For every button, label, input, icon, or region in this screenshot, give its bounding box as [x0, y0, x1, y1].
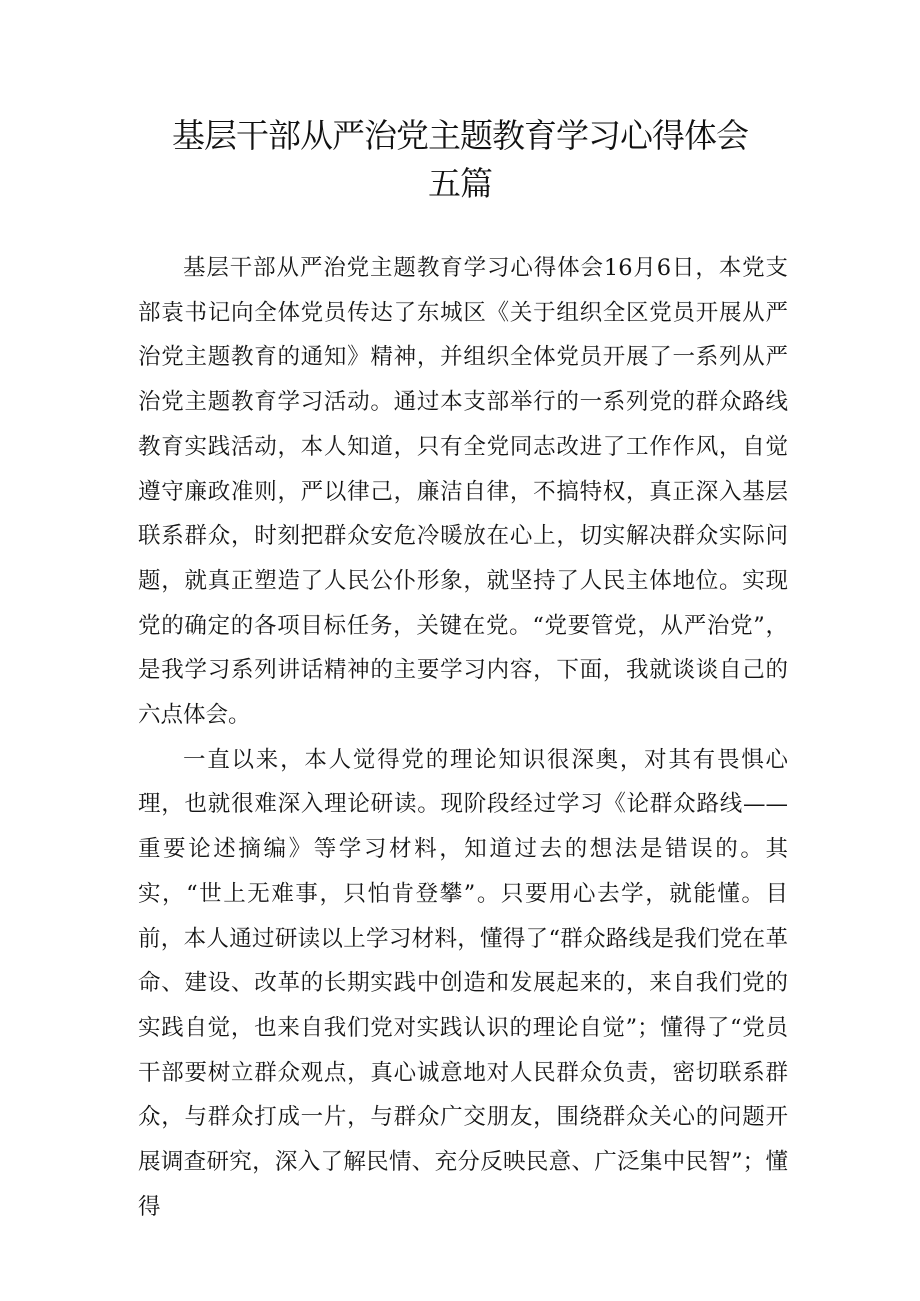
body-paragraph-1: 基层干部从严治党主题教育学习心得体会16月6日，本党支部袁书记向全体党员传达了东城区《关于组织全区党员开展从严治党主题教育的通知》精神，并组织全体党员开展了一系列从严治党主题教育学习活动。通过本支部举行的一系列党的群众路线教育实践活动，本人知道，只有全党同志改进了工作作风，自觉遵守廉政准则，严以律己，廉洁自律，不搞特权，真正深入基层联系群众，时刻把群众安危冷暖放在心上，切实解决群众实际问题，就真正塑造了人民公仆形象，就坚持了人民主体地位。实现党的确定的各项目标任务，关键在党。“党要管党，从严治党”，是我学习系列讲话精神的主要学习内容，下面，我就谈谈自己的六点体会。: [138, 255, 788, 729]
document-body: [138, 246, 788, 1229]
document-title: [100, 112, 820, 208]
document-title-line-1: 基层干部从严治党主题教育学习心得体会: [172, 116, 748, 155]
document-title-line-2: 五篇: [428, 164, 492, 203]
body-paragraph-2: 一直以来，本人觉得党的理论知识很深奥，对其有畏惧心理，也就很难深入理论研读。现阶段经过学习《论群众路线——重要论述摘编》等学习材料，知道过去的想法是错误的。其实，“世上无难事，只怕肯登攀”。只要用心去学，就能懂。目前，本人通过研读以上学习材料，懂得了“群众路线是我们党在革命、建设、改革的长期实践中创造和发展起来的，来自我们党的实践自觉，也来自我们党对实践认识的理论自觉”；懂得了“党员干部要树立群众观点，真心诚意地对人民群众负责，密切联系群众，与群众打成一片，与群众广交朋友，围绕群众关心的问题开展调查研究，深入了解民情、充分反映民意、广泛集中民智”；懂得: [138, 746, 788, 1220]
